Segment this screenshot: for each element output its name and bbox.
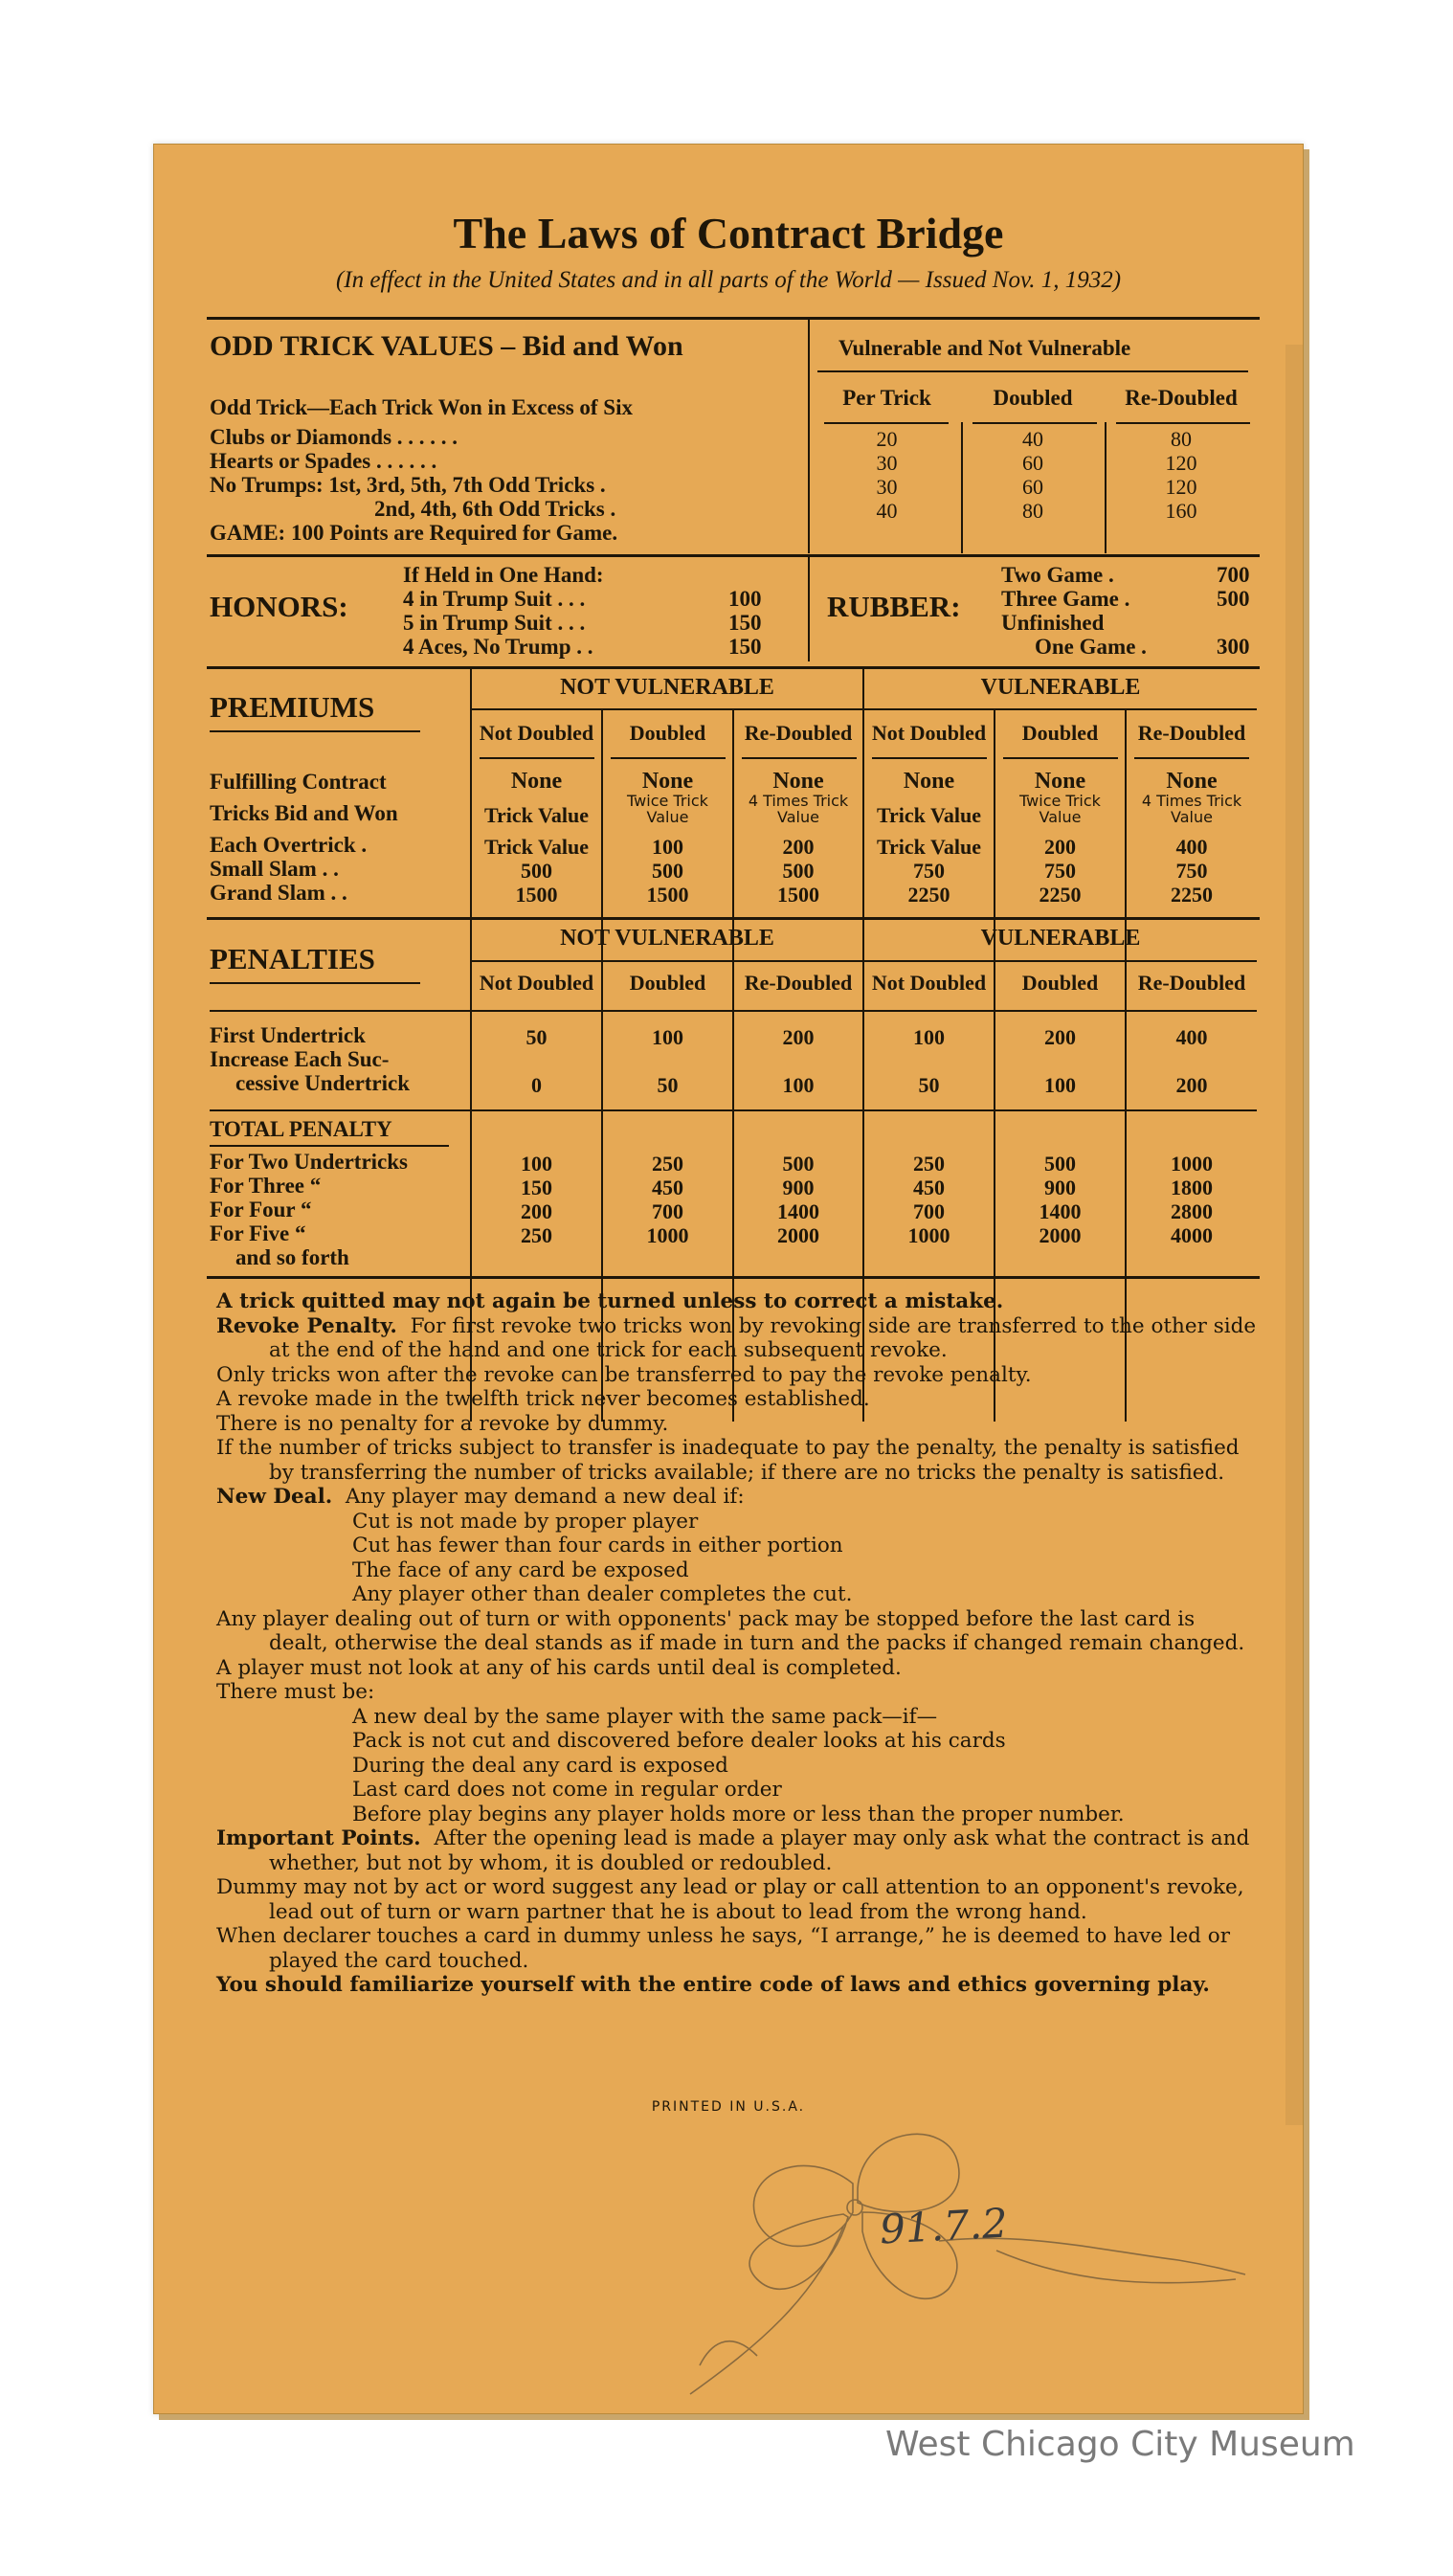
penalty-cell: 200 [1175, 1073, 1208, 1097]
total-cell: 500 [1044, 1152, 1076, 1176]
penalty-cell: 100 [652, 1025, 683, 1049]
rule-line-text: Cut has fewer than four cards in either portion [352, 1534, 843, 1557]
total-cell: 2000 [777, 1223, 819, 1247]
total-cell: 700 [913, 1199, 945, 1223]
penalty-cell: 50 [525, 1025, 548, 1049]
premium-cell: 1500 [646, 883, 689, 907]
premium-cell: 750 [1175, 859, 1208, 883]
premium-cell: None [641, 769, 694, 794]
printed-in-usa: PRINTED IN U.S.A. [651, 2099, 806, 2115]
rule-line [1116, 422, 1250, 424]
rule-line [207, 317, 1260, 320]
rule-line-text: Only tricks won after the revoke can be transferred to pay the revoke penalty. [216, 1362, 1032, 1387]
rubber-line: Three Game . [1001, 587, 1130, 611]
premium-cell: Twice Trick Value [1019, 792, 1101, 826]
rubber-line: One Game . [1035, 635, 1147, 659]
odd-trick-heading: ODD TRICK VALUES – Bid and Won [210, 330, 683, 362]
total-cell: 1400 [1039, 1199, 1082, 1223]
rule-paragraph [216, 1314, 1260, 1363]
premium-cell: 2250 [1171, 883, 1213, 907]
rule-line-text: Any player dealing out of turn or with opponents' pack may be stopped before the last card is dealt, otherwise the deal stands as if made in turn and the packs if changed remain changed. [216, 1606, 1245, 1655]
premium-row-label: Small Slam . . [210, 857, 339, 881]
total-row-label: and so forth [235, 1245, 349, 1269]
penalties-col: Not Doubled [479, 971, 594, 995]
penalties-col: Re-Doubled [744, 971, 853, 995]
premiums-col: Re-Doubled [1137, 721, 1246, 745]
odd-cell: 60 [1022, 451, 1043, 475]
total-cell: 1000 [907, 1223, 950, 1247]
rules-text [216, 1289, 1260, 1998]
total-row-label: For Three “ [210, 1174, 322, 1198]
premium-row-label: Grand Slam . . [210, 881, 347, 905]
penalty-cell: 200 [782, 1025, 815, 1049]
total-cell: 4000 [1171, 1223, 1213, 1247]
total-cell: 1400 [777, 1199, 819, 1223]
rule-line [210, 1145, 449, 1147]
total-cell: 1000 [1171, 1152, 1213, 1176]
odd-row-label: No Trumps: 1st, 3rd, 5th, 7th Odd Tricks . [210, 473, 606, 497]
rule-line-text: During the deal any card is exposed [352, 1753, 728, 1778]
premium-cell: 2250 [1039, 883, 1082, 907]
rubber-value: 500 [1217, 587, 1250, 611]
premiums-col: Re-Doubled [744, 721, 853, 745]
rule-line-text: Pack is not cut and discovered before dealer looks at his cards [352, 1729, 1006, 1753]
total-cell: 1800 [1171, 1176, 1213, 1199]
rule-line-text: Cut is not made by proper player [352, 1509, 699, 1534]
premiums-col: Not Doubled [479, 721, 594, 745]
rule-line-text: You should familiarize yourself with the entire code of laws and ethics governing play. [216, 1973, 1210, 1997]
odd-row-label: 2nd, 4th, 6th Odd Tricks . [374, 497, 616, 521]
rubber-line: Two Game . [1001, 563, 1114, 587]
penalty-cell: 50 [657, 1073, 679, 1097]
penalty-row-label: Increase Each Suc- [210, 1047, 390, 1071]
total-cell: 450 [913, 1176, 945, 1199]
premiums-col: Doubled [629, 721, 706, 745]
honors-line: 4 Aces, No Trump . . [403, 635, 593, 659]
odd-cell: 40 [1022, 427, 1043, 451]
total-cell: 250 [652, 1152, 683, 1176]
rule-line [611, 757, 726, 759]
premium-cell: 750 [913, 859, 945, 883]
premiums-col: Not Doubled [871, 721, 987, 745]
premiums-v-heading: VULNERABLE [980, 675, 1141, 700]
premium-cell: 1500 [515, 883, 558, 907]
col-doubled: Doubled [993, 386, 1073, 410]
premium-cell: Trick Value [876, 803, 981, 827]
total-cell: 900 [1044, 1176, 1076, 1199]
card-edge [1285, 345, 1303, 2125]
rule-line [210, 982, 420, 984]
odd-cell: 120 [1165, 475, 1197, 499]
rule-line [207, 917, 1260, 920]
honors-value: 100 [728, 587, 762, 611]
odd-game-note: GAME: 100 Points are Required for Game. [210, 521, 618, 545]
total-cell: 250 [913, 1152, 945, 1176]
revoke-label: Revoke Penalty. [216, 1313, 397, 1338]
rule-line [1003, 757, 1118, 759]
premium-cell: 1500 [777, 883, 819, 907]
bridge-card [153, 144, 1304, 2414]
total-cell: 150 [521, 1176, 552, 1199]
premium-cell: 200 [782, 835, 815, 859]
rule-line [472, 708, 1257, 710]
total-row-label: For Four “ [210, 1198, 312, 1221]
rule-line [207, 1276, 1260, 1279]
premium-cell: 400 [1175, 835, 1208, 859]
rule-paragraph [216, 1826, 1260, 1875]
premium-cell: 500 [652, 859, 683, 883]
odd-cell: 80 [1022, 499, 1043, 523]
premium-cell: 4 Times Trick Value [1141, 792, 1242, 826]
important-label: Important Points. [216, 1826, 421, 1850]
total-cell: 2000 [1039, 1223, 1082, 1247]
rule-line [872, 757, 987, 759]
premium-row-label: Tricks Bid and Won [210, 801, 398, 825]
total-cell: 200 [521, 1199, 552, 1223]
odd-row-label: Hearts or Spades . . . . . . [210, 449, 437, 473]
penalty-cell: 50 [918, 1073, 940, 1097]
rubber-label: RUBBER: [827, 590, 961, 623]
premium-cell: Twice Trick Value [627, 792, 708, 826]
odd-trick-sub: Odd Trick—Each Trick Won in Excess of Six [210, 395, 633, 419]
rule-line [210, 730, 420, 732]
premium-cell: 4 Times Trick Value [748, 792, 849, 826]
penalty-row-label: First Undertrick [210, 1023, 366, 1047]
divider [808, 319, 810, 553]
honors-value: 150 [728, 635, 762, 659]
odd-cell: 80 [1171, 427, 1192, 451]
rubber-line: Unfinished [1001, 611, 1105, 635]
odd-row-label: Clubs or Diamonds . . . . . . [210, 425, 458, 449]
divider [808, 556, 810, 661]
penalty-cell: 100 [1044, 1073, 1076, 1097]
rule-line [972, 422, 1097, 424]
odd-cell: 160 [1165, 499, 1197, 523]
rule-line-text: A trick quitted may not again be turned unless to correct a mistake. [216, 1289, 1004, 1313]
rule-line [207, 666, 1260, 669]
rule-line-text: There must be: [216, 1680, 375, 1704]
premium-cell: None [510, 769, 563, 794]
odd-cell: 30 [876, 451, 898, 475]
total-cell: 700 [652, 1199, 683, 1223]
total-penalty-heading: TOTAL PENALTY [210, 1117, 392, 1141]
penalty-row-label: cessive Undertrick [235, 1071, 411, 1095]
honors-line: If Held in One Hand: [403, 563, 604, 587]
rubber-value: 700 [1217, 563, 1250, 587]
total-cell: 500 [782, 1152, 815, 1176]
rule-line [824, 422, 949, 424]
penalties-col: Doubled [1021, 971, 1099, 995]
total-row-label: For Five “ [210, 1221, 306, 1245]
honors-line: 5 in Trump Suit . . . [403, 611, 586, 635]
revoke-text: For first revoke two tricks won by revoking side are transferred to the other side at the end of the hand and one trick for each subsequent revoke. [269, 1313, 1257, 1362]
premium-cell: 500 [521, 859, 552, 883]
important-text: After the opening lead is made a player may only ask what the contract is and whether, but not by whom, it is doubled or redoubled. [269, 1826, 1250, 1875]
premium-cell: 200 [1044, 835, 1076, 859]
rule-line-text: The face of any card be exposed [352, 1557, 689, 1582]
page-title: The Laws of Contract Bridge [453, 209, 1004, 258]
penalty-cell: 0 [531, 1073, 542, 1097]
col-per-trick: Per Trick [842, 386, 931, 410]
premium-cell: 500 [782, 859, 815, 883]
newdeal-label: New Deal. [216, 1485, 333, 1509]
rule-line [210, 1010, 1257, 1012]
penalty-cell: 400 [1175, 1025, 1208, 1049]
penalties-nv-heading: NOT VULNERABLE [560, 926, 774, 951]
rule-line-text: Last card does not come in regular order [352, 1778, 782, 1802]
rule-line-text: Dummy may not by act or word suggest any lead or play or call attention to an opponent's revoke, lead out of turn or warn partner that he is about to lead from the wrong hand. [216, 1875, 1244, 1924]
penalties-col: Re-Doubled [1137, 971, 1246, 995]
divider [961, 422, 963, 553]
total-cell: 2800 [1171, 1199, 1213, 1223]
rule-line [472, 960, 1257, 962]
premium-cell: Trick Value [483, 803, 589, 827]
premium-row-label: Fulfilling Contract [210, 770, 387, 794]
premium-cell: Trick Value [483, 835, 589, 859]
museum-watermark: West Chicago City Museum [885, 2425, 1355, 2464]
rule-line [742, 757, 857, 759]
premium-cell: None [1166, 769, 1218, 794]
premium-cell: None [903, 769, 955, 794]
honors-label: HONORS: [210, 590, 348, 623]
rule-line-text: A new deal by the same player with the same pack—if— [352, 1704, 938, 1729]
premiums-nv-heading: NOT VULNERABLE [560, 675, 774, 700]
page-subtitle: (In effect in the United States and in all parts of the World — Issued Nov. 1, 1932) [335, 267, 1122, 293]
penalties-col: Doubled [629, 971, 706, 995]
rule-line [210, 1109, 1257, 1111]
odd-cell: 40 [876, 499, 898, 523]
honors-line: 4 in Trump Suit . . . [403, 587, 586, 611]
col-redoubled: Re-Doubled [1125, 386, 1238, 410]
handwritten-accession: 91.7.2 [878, 2199, 1009, 2253]
odd-cell: 120 [1165, 451, 1197, 475]
total-cell: 450 [652, 1176, 683, 1199]
odd-cell: 60 [1022, 475, 1043, 499]
rule-line [817, 370, 1248, 372]
total-cell: 900 [782, 1176, 815, 1199]
premiums-col: Doubled [1021, 721, 1099, 745]
total-cell: 100 [521, 1152, 552, 1176]
honors-value: 150 [728, 611, 762, 635]
rule-line-text: Any player other than dealer completes the cut. [352, 1582, 853, 1606]
rule-paragraph [216, 1485, 1260, 1510]
total-cell: 1000 [646, 1223, 689, 1247]
premium-cell: 2250 [907, 883, 950, 907]
rule-line-text: When declarer touches a card in dummy unless he says, “I arrange,” he is deemed to have led or played the card touched. [216, 1924, 1230, 1973]
premium-cell: None [772, 769, 824, 794]
rule-line-text: A player must not look at any of his cards until deal is completed. [216, 1655, 902, 1680]
rule-line [1134, 757, 1249, 759]
penalties-col: Not Doubled [871, 971, 987, 995]
premium-cell: None [1034, 769, 1086, 794]
total-cell: 250 [521, 1223, 552, 1247]
premium-row-label: Each Overtrick . [210, 833, 368, 857]
premiums-heading: PREMIUMS [210, 690, 375, 724]
rule-line-text: There is no penalty for a revoke by dummy. [216, 1411, 669, 1436]
rule-line-text: If the number of tricks subject to transfer is inadequate to pay the penalty, the penalty is satisfied by transferring the number of tricks available; if there are no tricks the penalty is satisfied. [216, 1436, 1240, 1485]
rubber-value: 300 [1217, 635, 1250, 659]
newdeal-text: Any player may demand a new deal if: [345, 1485, 745, 1509]
premium-cell: 100 [652, 835, 683, 859]
premium-cell: 750 [1044, 859, 1076, 883]
divider [1105, 422, 1107, 553]
penalty-cell: 200 [1044, 1025, 1076, 1049]
odd-trick-right-heading: Vulnerable and Not Vulnerable [838, 336, 1131, 360]
rule-line [480, 757, 594, 759]
total-row-label: For Two Undertricks [210, 1150, 408, 1174]
pencil-flower-sketch [566, 2107, 1255, 2404]
penalties-heading: PENALTIES [210, 942, 375, 975]
rule-line-text: Before play begins any player holds more or less than the proper number. [352, 1802, 1125, 1826]
odd-cell: 20 [876, 427, 898, 451]
premium-cell: Trick Value [876, 835, 981, 859]
rule-line-text: A revoke made in the twelfth trick never becomes established. [216, 1387, 870, 1411]
rule-line [207, 554, 1260, 557]
penalty-cell: 100 [913, 1025, 945, 1049]
odd-cell: 30 [876, 475, 898, 499]
penalties-v-heading: VULNERABLE [980, 926, 1141, 951]
penalty-cell: 100 [782, 1073, 815, 1097]
